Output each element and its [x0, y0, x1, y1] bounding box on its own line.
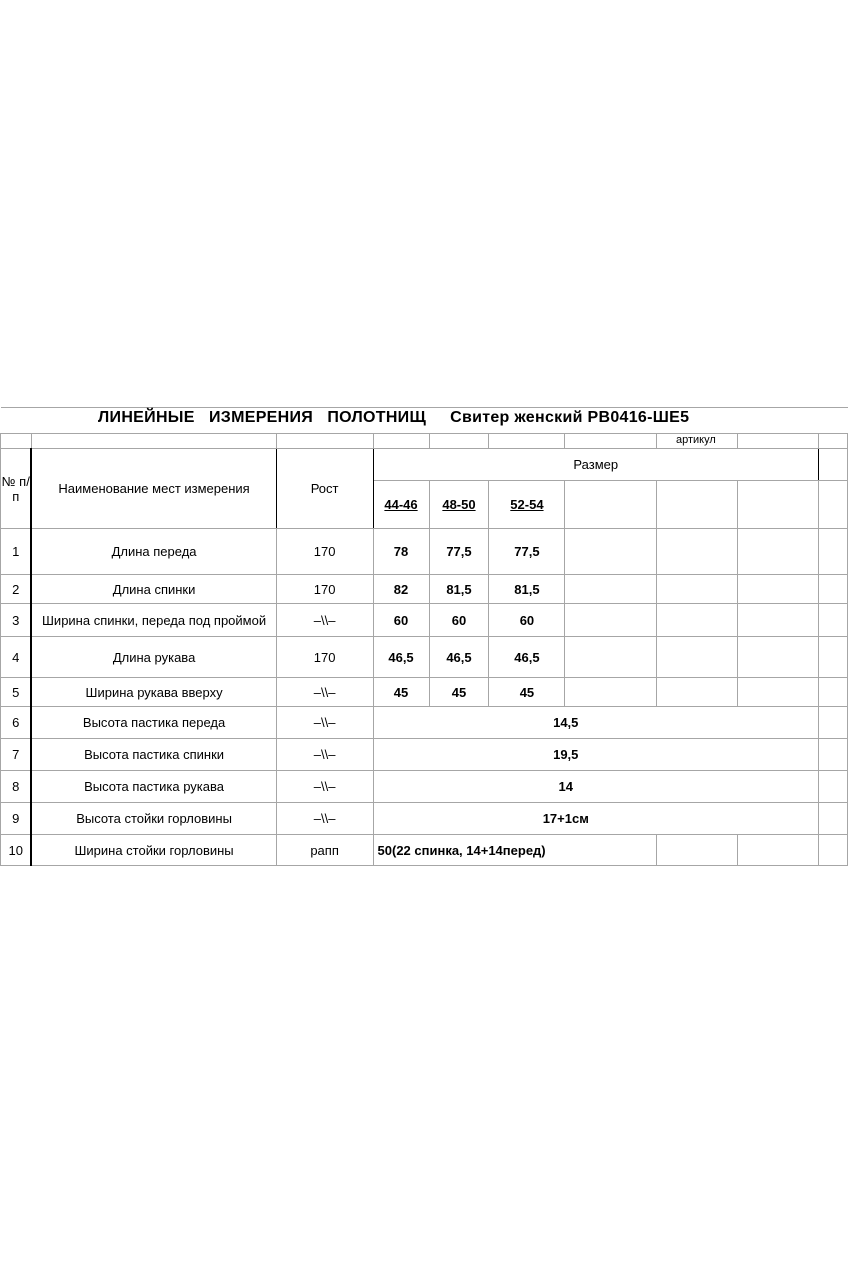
spreadsheet: [0, 407, 848, 867]
sheet-title: [98, 409, 689, 427]
size-header: 52-54: [489, 481, 565, 529]
table-row: 2 Длина спинки 170 82 81,5 81,5: [1, 575, 848, 604]
header-number: № п/п: [1, 449, 32, 529]
header-size-group: Размер: [373, 449, 818, 481]
table-row: 5 Ширина рукава вверху –\\– 45 45 45: [1, 678, 848, 707]
table-row: 7 Высота пастика спинки –\\– 19,5: [1, 739, 848, 771]
artikul-label: артикул: [676, 434, 716, 446]
table-row: 1 Длина переда 170 78 77,5 77,5: [1, 529, 848, 575]
size-header: 48-50: [429, 481, 489, 529]
table-row: 4 Длина рукава 170 46,5 46,5 46,5: [1, 637, 848, 678]
header-name: Наименование мест измерения: [31, 449, 276, 529]
table-row: 9 Высота стойки горловины –\\– 17+1см: [1, 803, 848, 835]
table-row: 6 Высота пастика переда –\\– 14,5: [1, 707, 848, 739]
title-part2: Свитер женский РВ0416-ШЕ5: [450, 409, 690, 426]
header-rost: Рост: [276, 449, 373, 529]
table-row: 8 Высота пастика рукава –\\– 14: [1, 771, 848, 803]
title-part1: ЛИНЕЙНЫЕ ИЗМЕРЕНИЯ ПОЛОТНИЩ: [98, 409, 427, 426]
table-row: 3 Ширина спинки, переда под проймой –\\– 60 60 60: [1, 604, 848, 637]
measurement-table: [0, 407, 848, 866]
size-header: 44-46: [373, 481, 429, 529]
table-row: 10 Ширина стойки горловины рапп 50(22 спинка, 14+14перед): [1, 835, 848, 866]
